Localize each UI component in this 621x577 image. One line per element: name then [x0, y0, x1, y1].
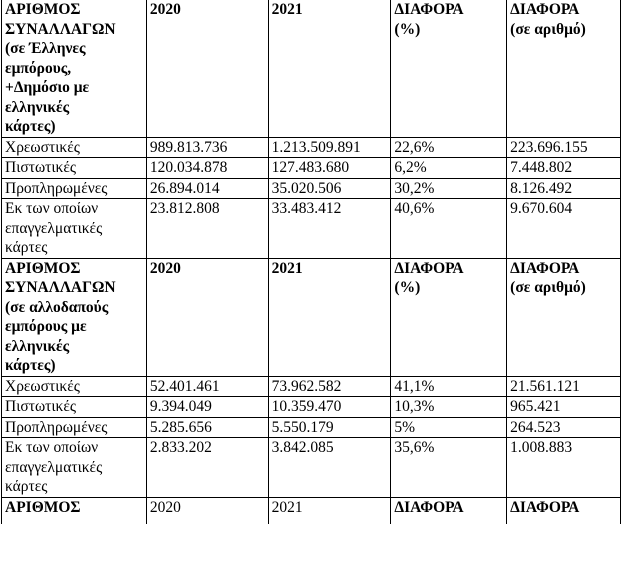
- row-label: Χρεωστικές: [2, 376, 147, 397]
- cell-diff-num: 8.126.492: [507, 178, 621, 199]
- cell-diff-num: 9.670.604: [507, 199, 621, 259]
- section-2-diff-num-header: ΔΙΑΦΟΡΑ (σε αριθμό): [507, 258, 621, 376]
- cell-2021: 5.550.179: [268, 417, 391, 438]
- cell-diff-pct: 22,6%: [391, 137, 507, 158]
- cell-2020: 5.285.656: [146, 417, 268, 438]
- table-row: [2, 417, 621, 438]
- cell-diff-pct: 6,2%: [391, 158, 507, 179]
- section-1-header-row: [2, 0, 621, 137]
- section-2-year-2020: 2020: [146, 258, 268, 376]
- table-row: [2, 158, 621, 179]
- cell-diff-pct: 10,3%: [391, 397, 507, 418]
- section-2-year-2021: 2021: [268, 258, 391, 376]
- cell-2021: 73.962.582: [268, 376, 391, 397]
- section-2-header-row: [2, 258, 621, 376]
- table-row: [2, 438, 621, 498]
- row-label: Προπληρωμένες: [2, 178, 147, 199]
- section-3-title: ΑΡΙΘΜΟΣ: [2, 497, 147, 524]
- table-row: [2, 397, 621, 418]
- cell-diff-pct: 40,6%: [391, 199, 507, 259]
- cell-diff-pct: 5%: [391, 417, 507, 438]
- cell-2021: 127.483.680: [268, 158, 391, 179]
- table-row: [2, 178, 621, 199]
- section-1-title: ΑΡΙΘΜΟΣ ΣΥΝΑΛΛΑΓΩΝ (σε Έλληνες εμπόρους, +Δημόσιο με ελληνικές κάρτες): [2, 0, 147, 137]
- cell-2020: 23.812.808: [146, 199, 268, 259]
- row-label: Πιστωτικές: [2, 158, 147, 179]
- table-row: [2, 376, 621, 397]
- row-label: Εκ των οποίων επαγγελματικές κάρτες: [2, 199, 147, 259]
- cell-2021: 1.213.509.891: [268, 137, 391, 158]
- cell-diff-pct: 30,2%: [391, 178, 507, 199]
- cell-diff-num: 223.696.155: [507, 137, 621, 158]
- cell-2020: 989.813.736: [146, 137, 268, 158]
- cell-2020: 9.394.049: [146, 397, 268, 418]
- cell-diff-num: 965.421: [507, 397, 621, 418]
- section-1-diff-pct-header: ΔΙΑΦΟΡΑ (%): [391, 0, 507, 137]
- section-3-year-2021: 2021: [268, 497, 391, 524]
- cell-diff-num: 1.008.883: [507, 438, 621, 498]
- cell-diff-num: 21.561.121: [507, 376, 621, 397]
- table-row: [2, 199, 621, 259]
- cell-2020: 2.833.202: [146, 438, 268, 498]
- cell-2021: 3.842.085: [268, 438, 391, 498]
- row-label: Προπληρωμένες: [2, 417, 147, 438]
- section-3-diff-num-header: ΔΙΑΦΟΡΑ: [507, 497, 621, 524]
- cell-2021: 10.359.470: [268, 397, 391, 418]
- section-3-year-2020: 2020: [146, 497, 268, 524]
- row-label: Εκ των οποίων επαγγελματικές κάρτες: [2, 438, 147, 498]
- section-1-diff-num-header: ΔΙΑΦΟΡΑ (σε αριθμό): [507, 0, 621, 137]
- cell-diff-pct: 35,6%: [391, 438, 507, 498]
- cell-2021: 35.020.506: [268, 178, 391, 199]
- table-row: [2, 137, 621, 158]
- section-1-year-2021: 2021: [268, 0, 391, 137]
- section-2-diff-pct-header: ΔΙΑΦΟΡΑ (%): [391, 258, 507, 376]
- cell-diff-pct: 41,1%: [391, 376, 507, 397]
- row-label: Χρεωστικές: [2, 137, 147, 158]
- section-1-year-2020: 2020: [146, 0, 268, 137]
- row-label: Πιστωτικές: [2, 397, 147, 418]
- section-3-diff-pct-header: ΔΙΑΦΟΡΑ: [391, 497, 507, 524]
- transactions-table: [1, 0, 621, 524]
- cell-diff-num: 264.523: [507, 417, 621, 438]
- cell-diff-num: 7.448.802: [507, 158, 621, 179]
- cell-2020: 52.401.461: [146, 376, 268, 397]
- cell-2020: 120.034.878: [146, 158, 268, 179]
- cell-2021: 33.483.412: [268, 199, 391, 259]
- cell-2020: 26.894.014: [146, 178, 268, 199]
- section-2-title: ΑΡΙΘΜΟΣ ΣΥΝΑΛΛΑΓΩΝ (σε αλλοδαπούς εμπόρους με ελληνικές κάρτες): [2, 258, 147, 376]
- section-3-header-row: [2, 497, 621, 524]
